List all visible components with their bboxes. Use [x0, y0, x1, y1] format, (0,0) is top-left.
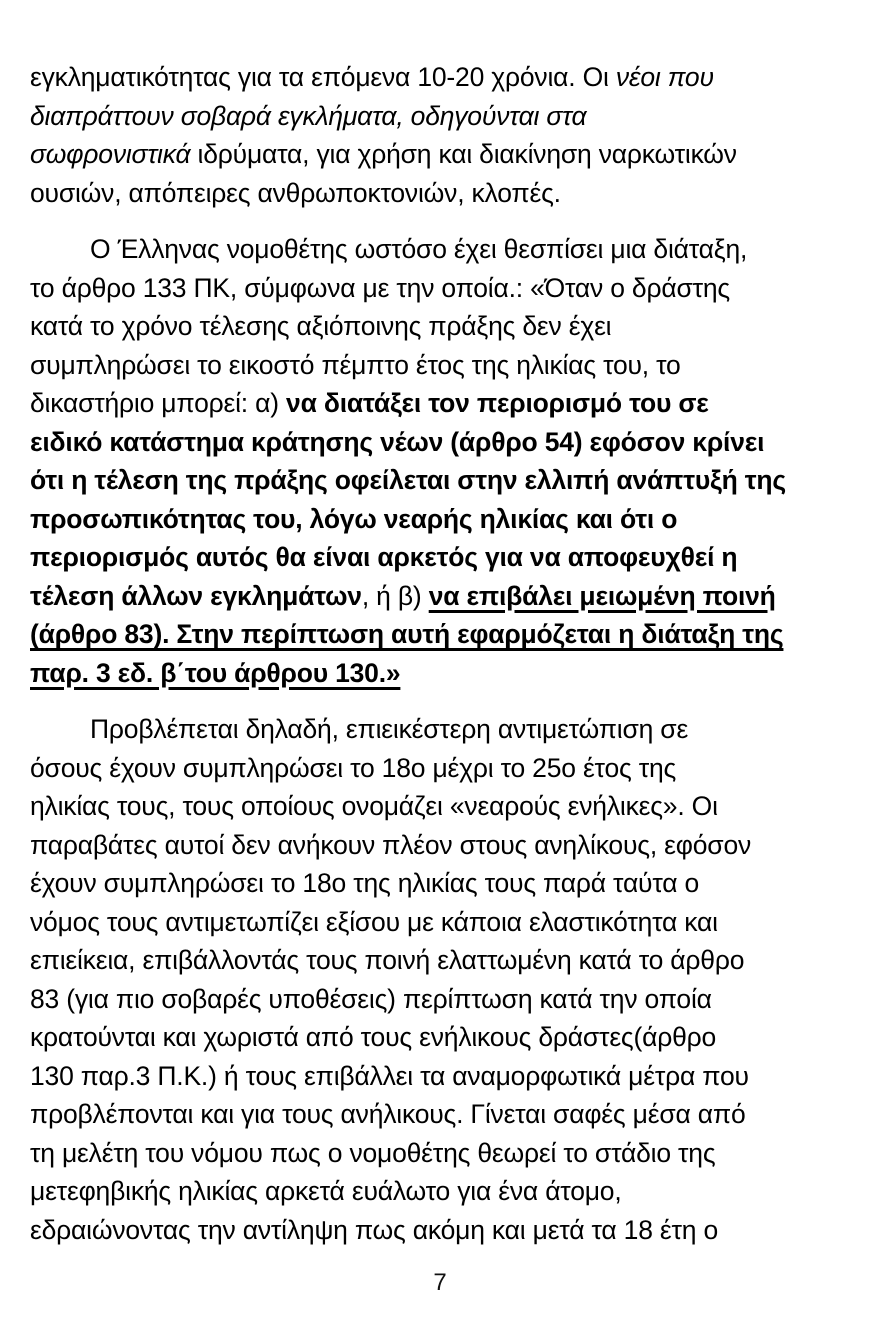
text-line — [30, 384, 852, 423]
text-run: ηλικίας τους, τους οποίους ονομάζει «νεαρούς ενήλικες». Οι — [30, 791, 718, 821]
text-line — [30, 903, 852, 942]
text-run: εδραιώνοντας την αντίληψη πως ακόμη και μετά τα 18 έτη ο — [30, 1214, 719, 1245]
text-line — [30, 1018, 852, 1057]
text-line — [30, 749, 852, 788]
text-line — [30, 941, 852, 980]
text-run: δικαστήριο μπορεί: α) — [30, 388, 287, 418]
text-run: 130 παρ.3 Π.Κ.) ή τους επιβάλλει τα αναμορφωτικά μέτρα που — [30, 1060, 749, 1091]
text-line — [30, 710, 852, 749]
text-line — [30, 461, 852, 500]
text-run: να διατάξει τον περιορισμό του σε — [286, 388, 709, 418]
text-line — [30, 538, 852, 577]
text-line — [30, 615, 852, 654]
text-run: προβλέπονται και για τους ανήλικους. Γίνεται σαφές μέσα από — [30, 1099, 746, 1129]
text-run: εγκληματικότητας για τα επόμενα 10-20 χρόνια. Οι — [30, 62, 616, 92]
text-line — [30, 787, 852, 826]
text-run: τέλεση άλλων εγκλημάτων — [30, 580, 362, 611]
text-line — [30, 577, 852, 616]
text-run: μετεφηβικής ηλικίας αρκετά ευάλωτο για ένα άτομο, — [30, 1176, 622, 1206]
text-line — [30, 58, 852, 97]
text-line — [30, 1134, 852, 1173]
text-line — [30, 654, 852, 693]
text-line — [30, 1095, 852, 1134]
text-run: να επιβάλει μειωμένη ποινή — [428, 580, 776, 611]
text-line — [30, 346, 852, 385]
text-line — [30, 230, 852, 269]
text-run: 83 (για πιο σοβαρές υποθέσεις) περίπτωση κατά την οποία — [30, 983, 712, 1014]
text-line — [30, 500, 852, 539]
text-run: Ο Έλληνας νομοθέτης ωστόσο έχει θεσπίσει μια διάταξη, — [90, 234, 748, 264]
text-run: επιείκεια, επιβάλλοντάς τους ποινή ελαττωμένη κατά το άρθρο — [30, 945, 745, 975]
text-run: σωφρονιστικά — [30, 139, 191, 169]
text-line — [30, 97, 852, 136]
text-run: συμπληρώσει το εικοστό πέμπτο έτος της ηλικίας του, το — [30, 349, 681, 380]
text-run: κρατούνται και χωριστά από τους ενήλικους δράστες(άρθρο — [30, 1022, 717, 1052]
text-run: τη μελέτη του νόμου πως ο νομοθέτης θεωρεί το στάδιο της — [30, 1137, 716, 1168]
paragraph — [30, 710, 852, 1249]
text-run: ότι η τέλεση της πράξης οφείλεται στην ελλιπή ανάπτυξή της — [30, 465, 786, 495]
text-line — [30, 980, 852, 1019]
text-run: (άρθρο 83). Στην περίπτωση αυτή εφαρμόζεται η διάταξη της — [30, 619, 784, 649]
text-run: , ή β) — [361, 580, 429, 611]
text-line — [30, 1211, 852, 1250]
text-line — [30, 1057, 852, 1096]
text-run: προσωπικότητας του, λόγω νεαρής ηλικίας και ότι ο — [30, 503, 678, 534]
body-text — [30, 58, 852, 1249]
text-run: ουσιών, απόπειρες ανθρωποκτονιών, κλοπές. — [30, 177, 561, 208]
text-run: ιδρύματα, για χρήση και διακίνηση ναρκωτικών — [190, 139, 737, 169]
text-line — [30, 826, 852, 865]
text-run: νέοι που — [615, 62, 714, 92]
text-line — [30, 423, 852, 462]
text-line — [30, 864, 852, 903]
page-number: 7 — [433, 1269, 447, 1296]
paragraph — [30, 58, 852, 212]
text-line — [30, 1172, 852, 1211]
text-run: έχουν συμπληρώσει το 18ο της ηλικίας τους παρά ταύτα ο — [30, 868, 700, 898]
text-run: το άρθρο 133 ΠΚ, σύμφωνα με την οποία.: «Όταν ο δράστης — [30, 272, 730, 303]
text-run: παρ. 3 εδ. β΄του άρθρου 130.» — [30, 657, 401, 688]
text-run: ειδικό κατάστημα κράτησης νέων (άρθρο 54) εφόσον κρίνει — [30, 426, 765, 457]
text-run: παραβάτες αυτοί δεν ανήκουν πλέον στους ανηλίκους, εφόσον — [30, 829, 752, 860]
text-run: νόμος τους αντιμετωπίζει εξίσου με κάποια ελαστικότητα και — [30, 906, 718, 937]
text-line — [30, 135, 852, 174]
text-run: διαπράττουν σοβαρά εγκλήματα, οδηγούνται στα — [30, 100, 587, 131]
text-line — [30, 269, 852, 308]
text-line — [30, 174, 852, 213]
paragraph — [30, 230, 852, 692]
text-run: όσους έχουν συμπληρώσει το 18ο μέχρι το 25ο έτος της — [30, 752, 677, 783]
text-run: περιορισμός αυτός θα είναι αρκετός για να αποφευχθεί η — [30, 542, 738, 572]
text-run: Προβλέπεται δηλαδή, επιεικέστερη αντιμετώπιση σε — [90, 714, 689, 744]
text-run: κατά το χρόνο τέλεσης αξιόποινης πράξης δεν έχει — [30, 311, 612, 341]
text-line — [30, 307, 852, 346]
